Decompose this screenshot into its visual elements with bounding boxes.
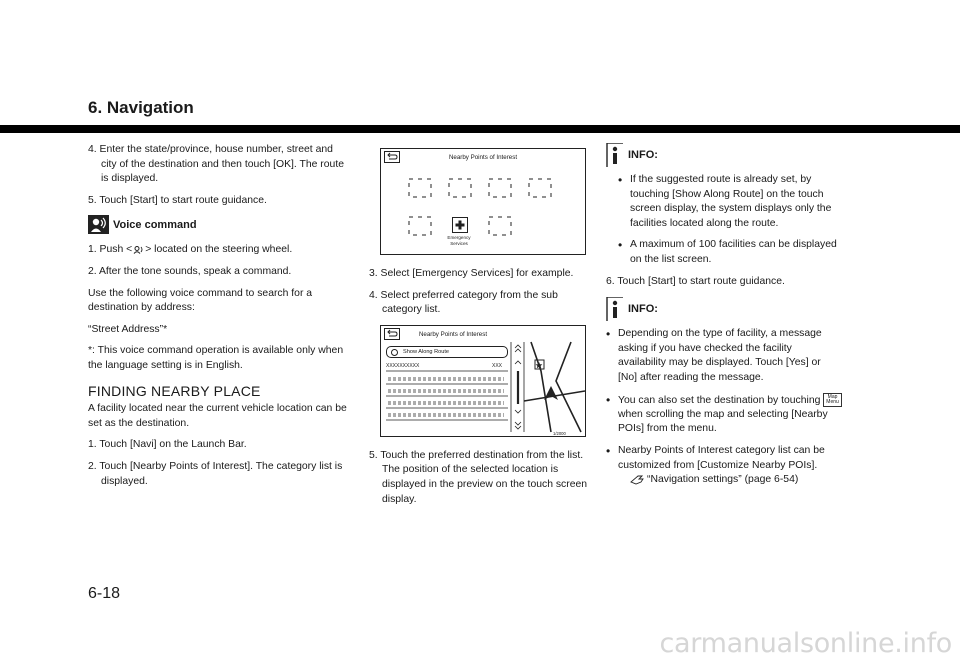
info-2-bullet-2-pre: You can also set the destination by touching (618, 394, 821, 406)
info-2-bullet-2-post: when scrolling the map and selecting [Nearby POIs] from the menu. (618, 408, 828, 435)
step-5-touch-destination: 5. Touch the preferred destination from the list. The position of the selected location is displayed in the preview on the touch screen display. (369, 449, 588, 505)
column-1 (88, 143, 351, 496)
info-icon (606, 143, 624, 167)
list-row-placeholder[interactable] (388, 378, 504, 380)
list-row-placeholder[interactable] (388, 390, 504, 392)
chapter-title: 6. Navigation (88, 98, 194, 117)
info-2-bullet-2 (606, 393, 842, 438)
category-slot[interactable] (449, 179, 471, 197)
column-3 (606, 143, 842, 495)
category-slot[interactable] (489, 217, 511, 235)
row-name: XXXXXXXXXX (386, 362, 420, 369)
emergency-cross-icon (453, 218, 467, 232)
vc-step-2: 2. After the tone sounds, speak a command. (88, 265, 292, 277)
info-icon (606, 297, 624, 321)
map-menu-line-2: Menu (826, 398, 839, 405)
emergency-services-label: Emergency Services (447, 235, 471, 246)
info-heading-2-text: INFO: (628, 302, 658, 315)
info-2-bullet-3 (606, 444, 842, 488)
poi-category-screen (380, 148, 586, 255)
voice-command-icon (88, 215, 109, 234)
step-3-select-emergency: 3. Select [Emergency Services] for example. (369, 268, 574, 279)
info-heading-2 (606, 297, 842, 321)
page-number: 6-18 (88, 585, 121, 602)
map-menu-line-1: Map (827, 393, 838, 400)
watermark: carmanualsonline.info (659, 628, 952, 659)
list-row-placeholder[interactable] (388, 402, 504, 404)
header-rule (0, 125, 960, 133)
voice-command-heading-text: Voice command (113, 218, 197, 231)
voice-footnote: *: This voice command operation is available only when the language setting is in English. (88, 345, 344, 371)
voice-command-text: “Street Address”* (88, 323, 168, 335)
info-1-bullet-2: • A maximum of 100 facilities can be displayed on the list screen. (618, 238, 842, 267)
show-along-route-label: Show Along Route (403, 348, 450, 355)
talk-switch-icon (133, 245, 144, 254)
row-distance: XXX (491, 362, 502, 369)
vc-step-1-pre: 1. Push < (88, 244, 133, 256)
voice-command-heading (88, 215, 351, 234)
info-2-bullet-3-text: Nearby Points of Interest category list can be customized from [Customize Nearby POIs]. (618, 445, 825, 471)
map-menu-icon (823, 393, 842, 407)
step-4-select-category: 4. Select preferred category from the sub category list. (369, 289, 558, 316)
screen-title: Nearby Points of Interest (448, 154, 518, 161)
category-slot[interactable] (409, 179, 431, 197)
vc-step-1-post: > located on the steering wheel. (145, 244, 293, 256)
reference-link[interactable]: “Navigation settings” (page 6-54) (647, 474, 799, 486)
vc-step-1 (88, 243, 351, 258)
category-slot[interactable] (409, 217, 431, 235)
poi-list-screen (380, 325, 586, 437)
scroll-up-icon[interactable] (515, 361, 521, 364)
scroll-top-icon[interactable] (515, 345, 521, 352)
np-step-1: 1. Touch [Navi] on the Launch Bar. (88, 439, 247, 451)
info-2-bullet-1: • Depending on the type of facility, a message asking if you have checked the facility availability may be displayed. Touch [Yes] or [No] after reading the message. (606, 327, 842, 385)
info-heading-1 (606, 143, 842, 167)
column-2 (369, 143, 593, 514)
category-placeholder-grid (381, 149, 585, 254)
list-row-placeholder[interactable] (388, 414, 504, 416)
step-4-enter-address: 4. Enter the state/province, house number, street and city of the destination and then touch [OK]. The route is displayed. (88, 144, 344, 185)
category-slot[interactable] (529, 179, 551, 197)
map-roads (524, 342, 585, 432)
vehicle-position-icon (544, 386, 558, 400)
reference-pointer-icon (630, 474, 644, 486)
scroll-bottom-icon[interactable] (515, 422, 521, 429)
np-step-2: 2. Touch [Nearby Points of Interest]. The category list is displayed. (88, 460, 343, 487)
screen-title: Nearby Points of Interest (418, 330, 488, 338)
info-heading-1-text: INFO: (628, 148, 658, 161)
scroll-down-icon[interactable] (515, 410, 521, 413)
step-6-start-guidance: 6. Touch [Start] to start route guidance. (606, 275, 785, 287)
section-heading: FINDING NEARBY PLACE (88, 382, 261, 399)
category-slot[interactable] (489, 179, 511, 197)
emergency-services-button[interactable] (452, 217, 468, 233)
poi-list-and-map (381, 326, 585, 436)
map-scale: 1/2000 (553, 430, 566, 436)
section-intro: A facility located near the current vehicle location can be set as the destination. (88, 403, 347, 429)
voice-use-text: Use the following voice command to search for a destination by address: (88, 287, 313, 314)
info-1-bullet-1: • If the suggested route is already set, by touching [Show Along Route] on the touch screen display, the system displays only the facilities located along the route. (618, 173, 842, 231)
step-5-start-guidance: 5. Touch [Start] to start route guidance. (88, 194, 267, 206)
